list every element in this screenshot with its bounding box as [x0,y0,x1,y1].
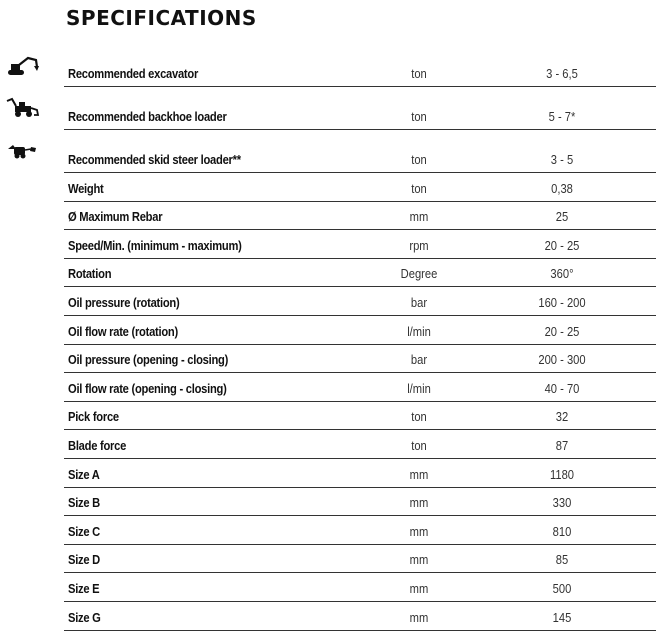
table-row [64,459,656,488]
table-row [64,402,656,431]
row-unit: Degree [400,266,438,282]
row-value: 0,38 [551,180,573,196]
row-parameter: Size C [68,523,101,539]
row-unit: rpm [409,237,429,253]
row-value: 85 [555,552,569,568]
row-value: 87 [555,437,569,453]
row-value: 20 - 25 [544,323,580,339]
row-value: 360° [550,266,574,282]
row-value: 20 - 25 [544,237,580,253]
backhoe-loader-icon [6,97,40,119]
row-parameter: Recommended backhoe loader [68,109,227,124]
row-unit: mm [409,552,429,568]
row-value: 500 [552,580,572,596]
row-value: 810 [552,523,572,539]
table-row [64,87,656,130]
row-unit: l/min [407,323,431,339]
row-parameter: Rotation [68,266,112,282]
row-value: 40 - 70 [544,380,580,396]
row-parameter: Weight [68,180,104,196]
table-row [64,488,656,517]
row-unit: ton [411,409,427,425]
row-value: 32 [555,409,569,425]
row-parameter: Size A [68,466,100,482]
row-unit: mm [409,495,429,511]
row-parameter: Size G [68,609,101,625]
table-row [64,573,656,602]
row-parameter: Oil flow rate (opening - closing) [68,380,227,396]
page-title: SPECIFICATIONS [66,6,257,30]
table-row [64,602,656,631]
row-value: 5 - 7* [548,109,576,124]
table-row [64,516,656,545]
row-value: 1180 [549,466,575,482]
row-unit: bar [410,294,428,310]
table-row [64,173,656,202]
row-parameter: Recommended excavator [68,66,199,81]
row-parameter: Size E [68,580,100,596]
row-unit: ton [411,152,427,167]
row-unit: ton [411,437,427,453]
row-parameter: Size D [68,552,101,568]
row-unit: mm [409,609,429,625]
row-parameter: Oil pressure (rotation) [68,294,180,310]
table-row [64,287,656,316]
row-value: 330 [552,495,572,511]
row-unit: mm [409,209,429,225]
row-unit: ton [411,66,427,81]
row-unit: mm [409,580,429,596]
row-parameter: Pick force [68,409,119,425]
row-parameter: Oil pressure (opening - closing) [68,352,229,368]
row-parameter: Speed/Min. (minimum - maximum) [68,237,242,253]
table-row [64,202,656,231]
table-row [64,130,656,173]
skid-steer-loader-icon [6,140,40,162]
table-row [64,373,656,402]
table-row [64,230,656,259]
row-unit: ton [411,109,427,124]
table-row [64,316,656,345]
row-value: 3 - 5 [550,152,574,167]
row-parameter: Oil flow rate (rotation) [68,323,178,339]
row-parameter: Blade force [68,437,127,453]
row-unit: bar [410,352,428,368]
table-row [64,430,656,459]
row-value: 200 - 300 [538,352,586,368]
row-parameter: Size B [68,495,101,511]
table-row [64,345,656,374]
row-value: 25 [555,209,569,225]
row-unit: ton [411,180,427,196]
row-unit: l/min [407,380,431,396]
table-row [64,259,656,288]
row-value: 160 - 200 [538,294,586,310]
row-unit: mm [409,466,429,482]
row-unit: mm [409,523,429,539]
row-parameter: Recommended skid steer loader** [68,152,241,167]
specifications-table [64,44,656,631]
row-value: 3 - 6,5 [546,66,578,81]
excavator-icon [6,56,40,78]
row-value: 145 [552,609,572,625]
table-row [64,44,656,87]
row-parameter: Ø Maximum Rebar [68,209,163,225]
table-row [64,545,656,574]
